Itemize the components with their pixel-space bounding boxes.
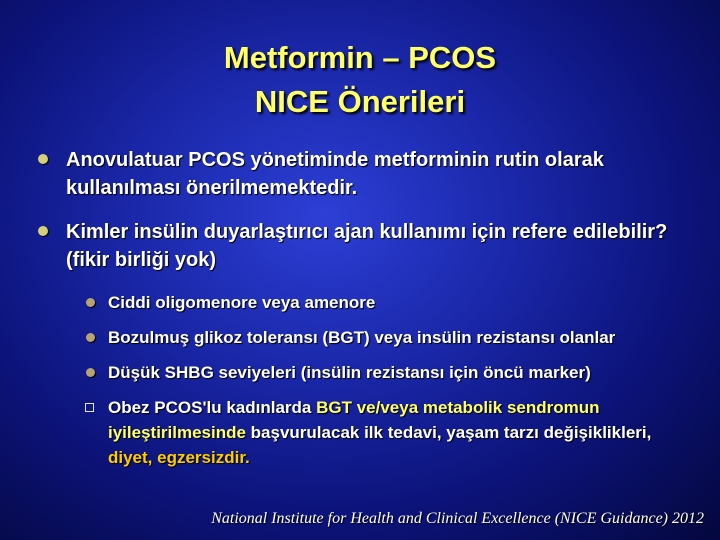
sub-bullet-dot-icon (86, 368, 95, 377)
sub-bullet-text-part: Obez PCOS'lu kadınlarda (108, 398, 317, 417)
sub-bullet-text: Ciddi oligomenore veya amenore (108, 293, 376, 312)
bullet-item (36, 218, 676, 274)
sub-bullet-text-part: başvurulacak ilk tedavi, yaşam tarzı değişiklikleri, (245, 423, 652, 442)
sub-bullet-item (36, 360, 676, 385)
sub-bullet-item (36, 290, 676, 315)
highlight-text: BGT ve/veya metabolik sendromun iyileştirilmesinde (108, 398, 600, 442)
sub-bullet-text: Düşük SHBG seviyeleri (insülin rezistansı için öncü marker) (108, 363, 591, 382)
sub-bullet-item (36, 325, 676, 350)
sub-bullet-item (36, 395, 676, 470)
highlight-text: diyet, egzersizdir. (108, 448, 250, 467)
source-citation: National Institute for Health and Clinical Excellence (NICE Guidance) 2012 (211, 510, 704, 527)
bullet-list (36, 146, 676, 480)
title-line-1: Metformin – PCOS (223, 40, 497, 75)
sub-bullet-text: Bozulmuş glikoz toleransı (BGT) veya insülin rezistansı olanlar (108, 328, 616, 347)
bullet-text: Kimler insülin duyarlaştırıcı ajan kullanımı için refere edilebilir? (fikir birliği yok) (66, 221, 668, 271)
bullet-dot-icon (38, 154, 48, 164)
sub-bullet-dot-icon (86, 333, 95, 342)
sub-bullet-dot-icon (86, 298, 95, 307)
checkbox-square-icon (85, 403, 94, 412)
bullet-dot-icon (38, 226, 48, 236)
bullet-item (36, 146, 676, 202)
title-line-2: NICE Önerileri (254, 84, 466, 119)
bullet-text: Anovulatuar PCOS yönetiminde metforminin rutin olarak kullanılması önerilmemektedir. (66, 149, 604, 199)
slide-title (0, 36, 720, 124)
